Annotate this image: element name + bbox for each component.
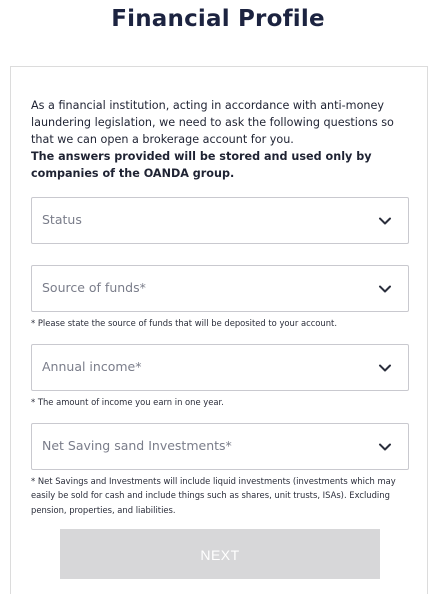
status-select-label: Status (42, 212, 82, 227)
net-savings-select[interactable] (31, 423, 409, 470)
chevron-down-icon (378, 214, 392, 228)
annual-income-helper: * The amount of income you earn in one year. (31, 397, 224, 407)
annual-income-select-label: Annual income* (42, 359, 142, 374)
source-of-funds-select[interactable] (31, 265, 409, 312)
source-of-funds-select-label: Source of funds* (42, 280, 146, 295)
chevron-down-icon (378, 282, 392, 296)
chevron-down-icon (378, 361, 392, 375)
net-savings-select-label: Net Saving sand Investments* (42, 438, 232, 453)
annual-income-select[interactable] (31, 344, 409, 391)
page-title: Financial Profile (111, 6, 325, 32)
chevron-down-icon (378, 440, 392, 454)
financial-profile-card (10, 66, 428, 594)
intro-disclaimer: The answers provided will be stored and used only by companies of the OANDA group. (31, 150, 372, 180)
next-button[interactable]: NEXT (60, 529, 380, 579)
intro-paragraph: As a financial institution, acting in accordance with anti-money laundering legislation, we need to ask the following questions so that we can open a brokerage account for you. (31, 99, 394, 146)
status-select[interactable] (31, 197, 409, 244)
source-of-funds-helper: * Please state the source of funds that will be deposited to your account. (31, 318, 337, 328)
net-savings-helper: * Net Savings and Investments will include liquid investments (investments which may easily be sold for cash and include things such as shares, unit trusts, ISAs). Excluding pension, properties, and liabilities. (31, 476, 396, 515)
intro-text (31, 97, 403, 182)
